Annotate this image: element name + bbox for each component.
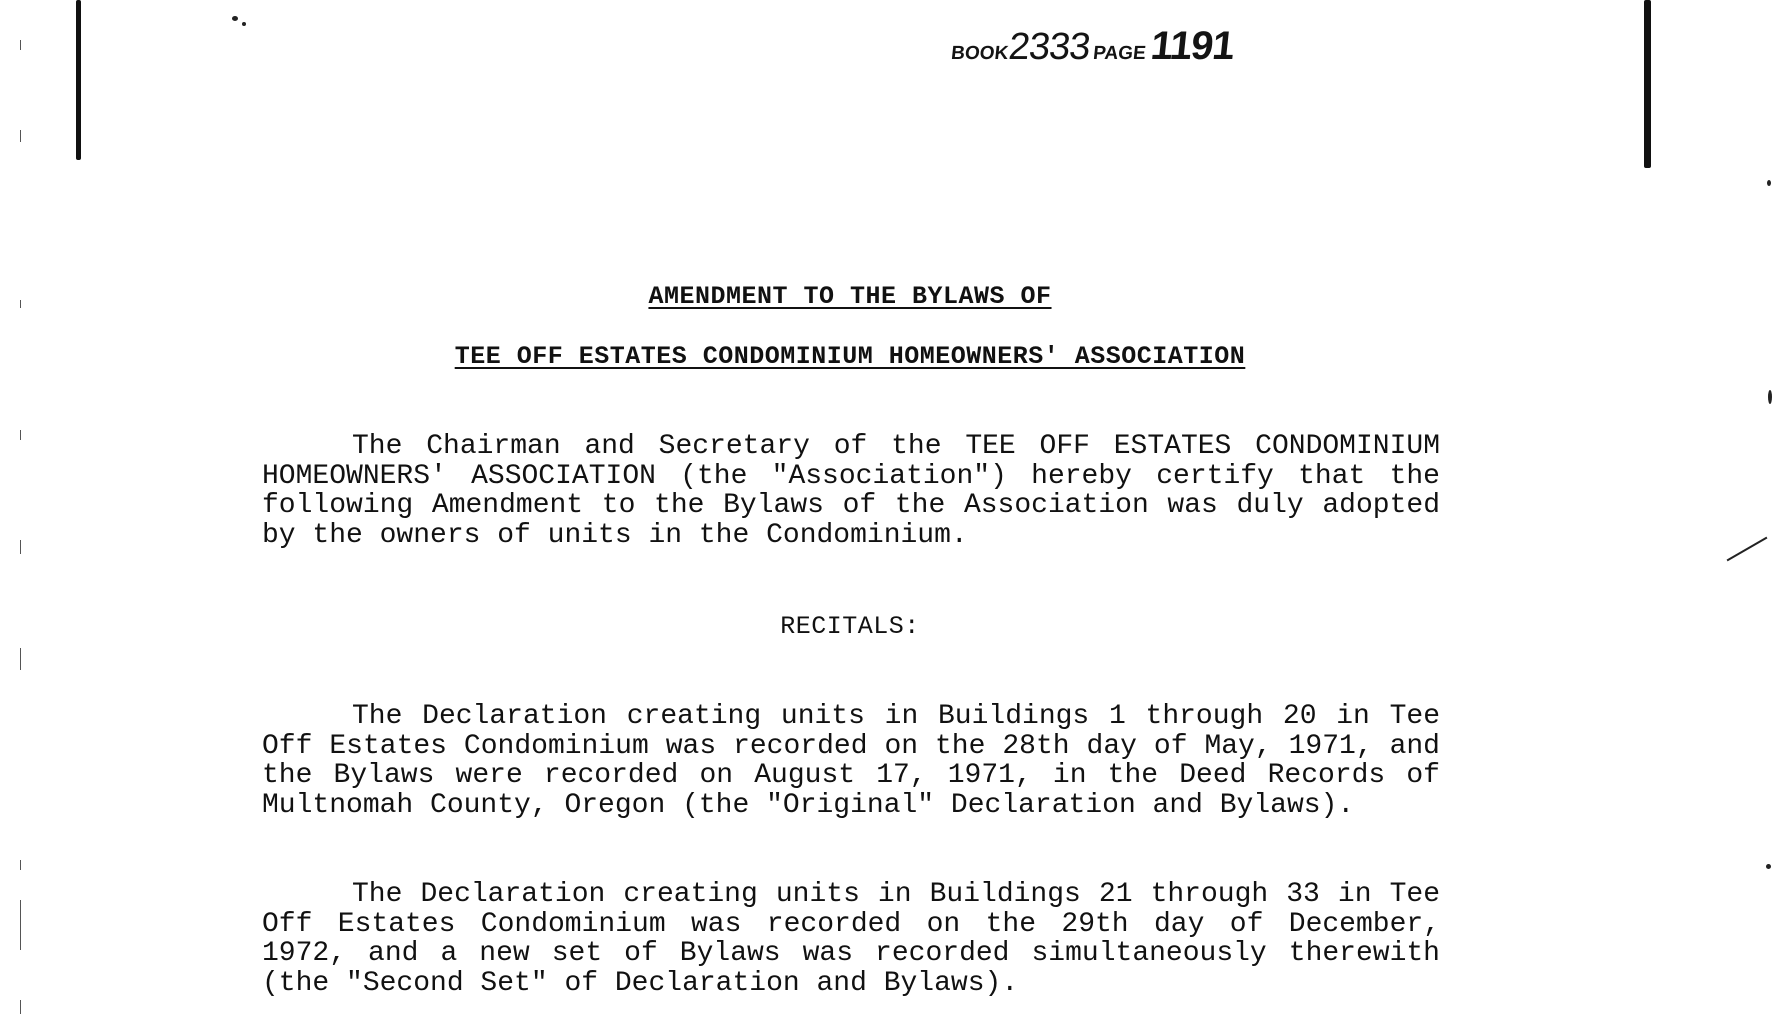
- edge-tick: [20, 40, 21, 50]
- book-page-stamp: [950, 24, 1236, 69]
- edge-tick: [20, 130, 21, 142]
- book-label: BOOK: [950, 43, 1010, 64]
- scan-speck: [1766, 864, 1771, 869]
- page-label: PAGE: [1092, 43, 1147, 64]
- binding-mark-left: [76, 0, 81, 160]
- recitals-heading: RECITALS:: [780, 612, 920, 641]
- edge-tick: [20, 430, 21, 440]
- document-title-line-2: TEE OFF ESTATES CONDOMINIUM HOMEOWNERS' ASSOCIATION: [454, 342, 1246, 371]
- binding-mark-right: [1644, 0, 1651, 168]
- scan-speck: [242, 22, 246, 26]
- intro-paragraph: The Chairman and Secretary of the TEE OFF ESTATES CONDOMINIUM HOMEOWNERS' ASSOCIATION (the "Association") hereby certify that the following Amendment to the Bylaws of the Association was duly adopted by the owners of units in the Condominium.: [262, 431, 1440, 551]
- page-number: 1191: [1148, 24, 1237, 68]
- recital-paragraph-2: The Declaration creating units in Buildings 21 through 33 in Tee Off Estates Condominium was recorded on the 29th day of December, 1972, and a new set of Bylaws was recorded simultaneously therewith (the "Second Set" of Declaration and Bylaws).: [262, 879, 1440, 999]
- document-title-line-1: AMENDMENT TO THE BYLAWS OF: [648, 282, 1052, 311]
- scan-speck: [232, 16, 238, 21]
- scan-speck: [1768, 390, 1772, 404]
- book-number: 2333: [1006, 26, 1092, 68]
- scan-pen-mark: [1727, 537, 1768, 562]
- edge-tick: [20, 540, 21, 554]
- edge-tick: [20, 1000, 21, 1014]
- edge-tick: [20, 860, 21, 870]
- scan-speck: [1767, 180, 1771, 186]
- edge-tick: [20, 900, 21, 950]
- recital-paragraph-1: The Declaration creating units in Buildings 1 through 20 in Tee Off Estates Condominium was recorded on the 28th day of May, 1971, and the Bylaws were recorded on August 17, 1971, in the Deed Records of Multnomah County, Oregon (the "Original" Declaration and Bylaws).: [262, 701, 1440, 821]
- edge-tick: [20, 648, 21, 670]
